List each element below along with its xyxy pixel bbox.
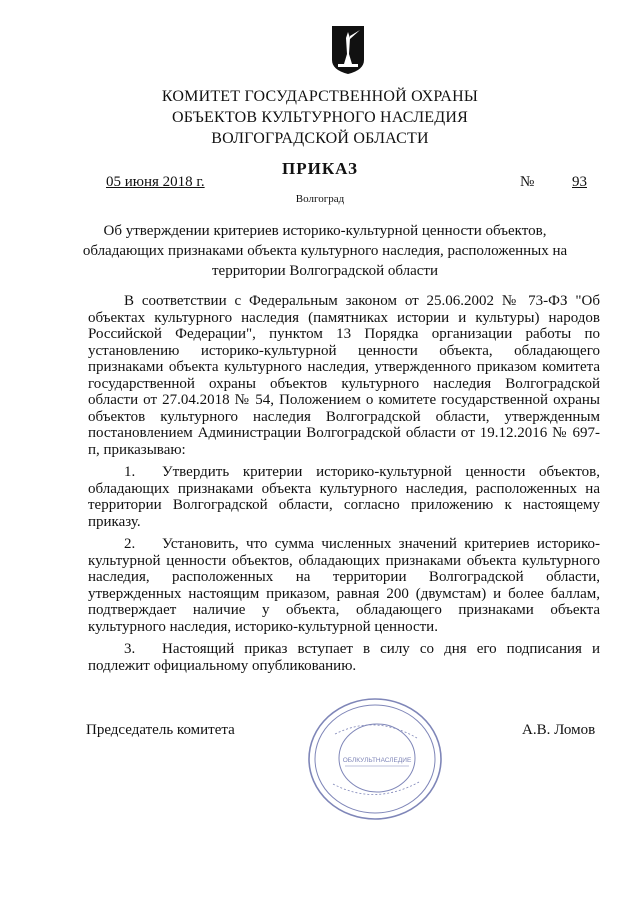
order-number-label: № bbox=[520, 174, 535, 190]
order-body bbox=[88, 293, 600, 674]
order-date: 05 июня 2018 г. bbox=[106, 174, 205, 190]
official-stamp bbox=[305, 694, 445, 824]
signer-name: А.В. Ломов bbox=[522, 722, 596, 738]
order-item bbox=[88, 464, 600, 530]
document-title: ПРИКАЗ bbox=[282, 159, 358, 178]
stamp-text: ОБЛКУЛЬТНАСЛЕДИЕ bbox=[342, 757, 412, 764]
organization-name bbox=[0, 86, 640, 149]
volgograd-emblem-icon bbox=[330, 24, 366, 76]
order-number: 93 bbox=[572, 174, 587, 190]
order-item bbox=[88, 641, 600, 674]
org-line-3: ВОЛГОГРАДСКОЙ ОБЛАСТИ bbox=[211, 130, 429, 147]
order-city: Волгоград bbox=[295, 193, 345, 205]
order-item bbox=[88, 536, 600, 635]
item-text: Установить, что сумма численных значений критериев историко-культурной ценности объектов, обладающих признаками объекта культурного наследия, расположенных на территории Волгоградской области, утвержденных настоящим приказом, равная 200 (двумстам) и более баллам, подтверждает наличие у объекта, обладающего признаками объекта культурного наследия, историко-культурной ценности. bbox=[88, 536, 600, 635]
item-text: Настоящий приказ вступает в силу со дня его подписания и подлежит официальному опубликованию. bbox=[88, 641, 600, 674]
item-number: 3. bbox=[124, 641, 136, 657]
org-line-2: ОБЪЕКТОВ КУЛЬТУРНОГО НАСЛЕДИЯ bbox=[171, 109, 469, 126]
org-line-1: КОМИТЕТ ГОСУДАРСТВЕННОЙ ОХРАНЫ bbox=[161, 88, 479, 105]
item-number: 1. bbox=[124, 464, 136, 480]
order-subject: Об утверждении критериев историко-культурной ценности объектов, обладающих признаками объекта культурного наследия, расположенных на территории Волгоградской области bbox=[82, 223, 568, 279]
signer-position: Председатель комитета bbox=[86, 722, 235, 738]
item-number: 2. bbox=[124, 536, 136, 552]
item-text: Утвердить критерии историко-культурной ценности объектов, обладающих признаками объекта культурного наследия, расположенных на территории Волгоградской области, согласно приложению к настоящему приказу. bbox=[88, 464, 600, 530]
preamble-paragraph: В соответствии с Федеральным законом от 25.06.2002 № 73-ФЗ "Об объектах культурного наследия (памятниках истории и культуры) народов Российской Федерации", пунктом 13 Порядка организации работы по установлению историко-культурной ценности объекта, обладающего признаками объекта культурного наследия, утвержденного приказом комитета государственной охраны объектов культурного наследия Волгоградской области от 27.04.2018 № 54, Положением о комитете государственной охраны объектов культурного наследия Волгоградской области, утвержденным постановлением Администрации Волгоградской области от 19.12.2016 № 697-п, приказываю: bbox=[88, 293, 600, 458]
